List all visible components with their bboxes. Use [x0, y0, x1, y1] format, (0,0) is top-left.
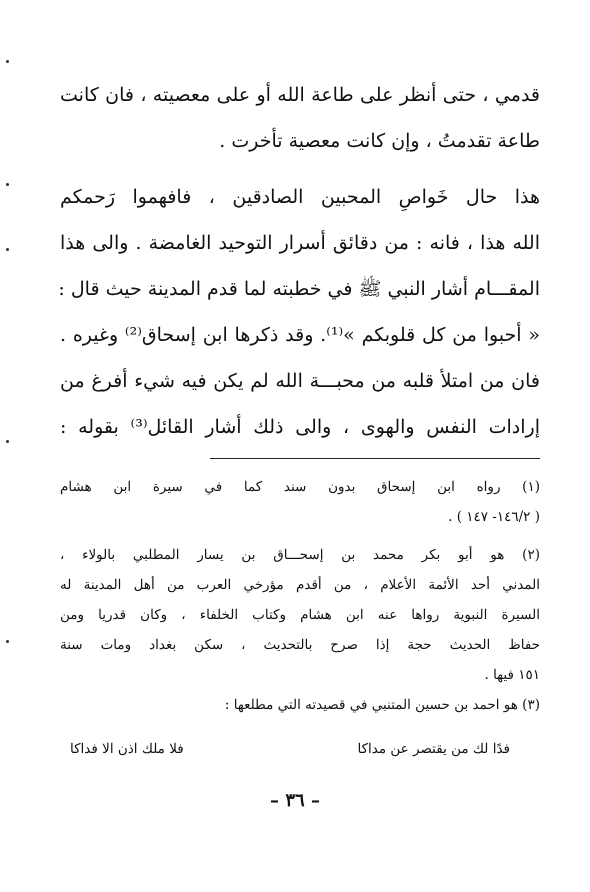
body-line: هذا حال خَواصِ المحبين الصادقين ، فافهموا رَحمكم: [60, 186, 540, 208]
margin-mark: [6, 183, 9, 186]
body-line: الله هذا ، فانه : من دقائق أسرار التوحيد الغامضة . والى هذا: [60, 232, 540, 254]
footnote-line: (١) رواه ابن إسحاق بدون سند كما في سيرة ابن هشام: [60, 479, 540, 495]
main-text: [60, 72, 540, 450]
body-line: « أحبوا من كل قلوبكم »⁽¹⁾. وقد ذكرها ابن إسحاق⁽²⁾ وغيره .: [60, 324, 540, 346]
footnote-2: [60, 540, 540, 690]
verse-right-hemistich: فدًا لك من يقتصر عن مداكا: [357, 741, 510, 757]
body-line: إرادات النفس والهوى ، والى ذلك أشار القائل⁽³⁾ بقوله :: [60, 416, 540, 438]
footnote-gap: [60, 532, 540, 540]
margin-mark: [6, 60, 9, 63]
body-line: المقـــام أشار النبي ﷺ في خطبته لما قدم المدينة حيث قال :: [58, 278, 540, 300]
page-number: – ٣٦ –: [270, 790, 320, 811]
footnote-line: المدني أحد الأئمة الأعلام ، من أقدم مؤرخي العرب من أهل المدينة له: [60, 577, 540, 593]
footnote-line: حفاظ الحديث حجة إذا صرح بالتحديث ، سكن بغداد ومات سنة: [60, 637, 540, 653]
footnote-line: (٢) هو أبو بكر محمد بن إسحـــاق بن يسار المطلبي بالولاء ،: [60, 547, 540, 563]
paragraph-gap: [60, 164, 540, 174]
body-line: قدمي ، حتى أنظر على طاعة الله أو على معصيته ، فان كانت: [60, 84, 540, 106]
footnote-line: السيرة النبوية رواها عنه ابن هشام وكتاب الخلفاء ، وكان قدريا ومن: [60, 607, 540, 623]
footnote-separator: [210, 458, 540, 459]
footnotes: [60, 472, 540, 764]
margin-mark: [6, 248, 9, 251]
footnote-1: [60, 472, 540, 532]
verse-left-hemistich: فلا ملك اذن الا فداكا: [70, 741, 184, 757]
margin-mark: [6, 640, 9, 643]
poetry-verse: [60, 734, 540, 764]
footnote-line: ( ١٤٦/٢- ١٤٧ ) .: [448, 509, 540, 525]
footnote-line: ١٥١ فيها .: [484, 667, 540, 683]
margin-mark: [6, 440, 9, 443]
footnote-line: (٣) هو احمد بن حسين المتنبي في قصيدته التي مطلعها :: [224, 697, 540, 713]
body-line: فان من امتلأ قلبه من محبـــة الله لم يكن فيه شيء أفرغ من: [60, 370, 540, 392]
body-line: طاعة تقدمتُ ، وإن كانت معصية تأخرت .: [219, 130, 540, 152]
footnote-3: [60, 690, 540, 720]
